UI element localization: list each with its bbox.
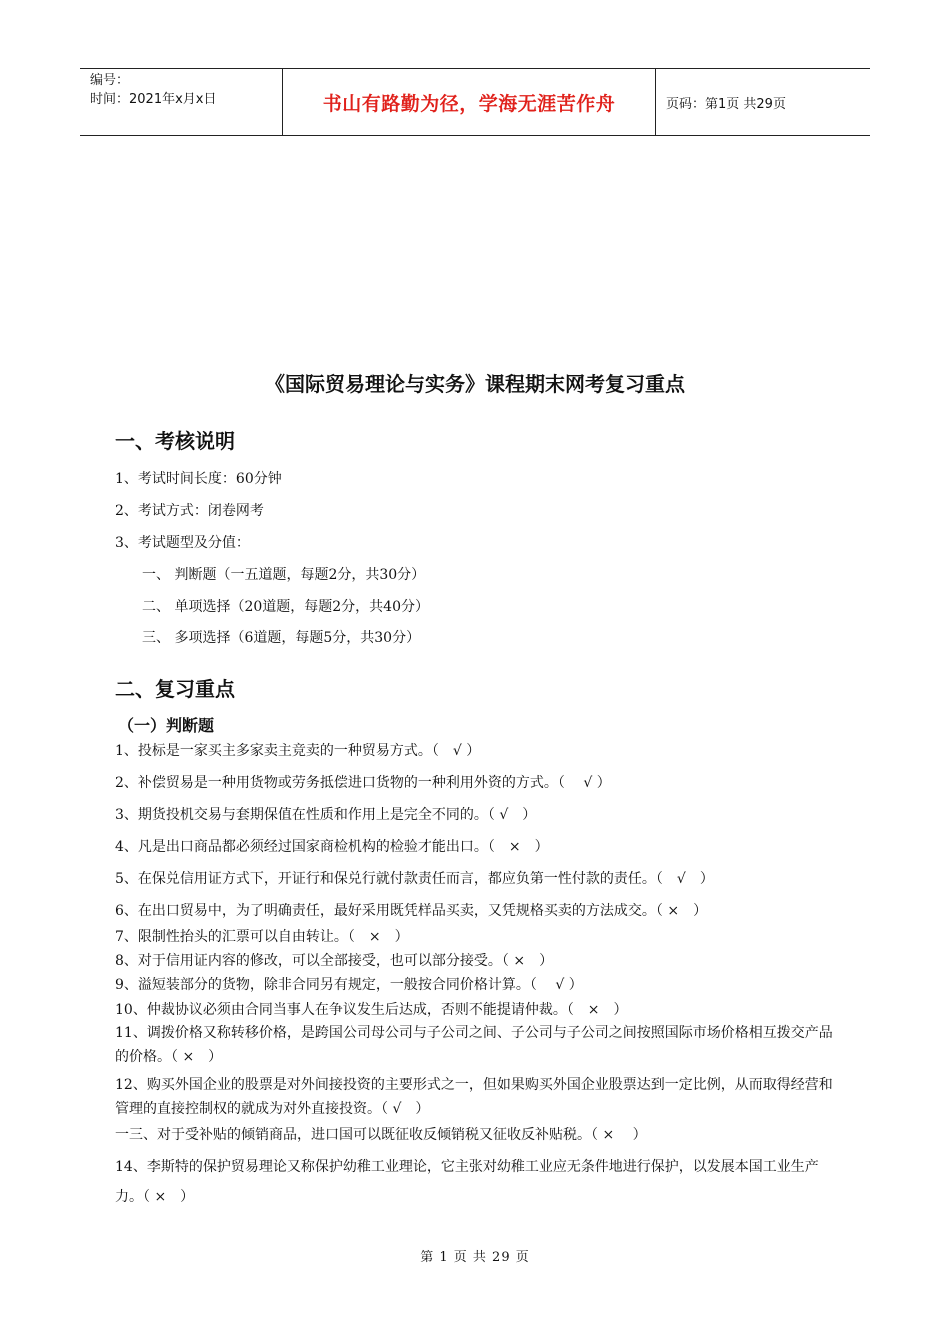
question-item: 7、限制性抬头的汇票可以自由转让。（ × ） [115, 929, 409, 945]
question-item: 一三、对于受补贴的倾销商品，进口国可以既征收反倾销税又征收反补贴税。（ × ） [115, 1127, 647, 1143]
header-table [80, 68, 870, 136]
header-page-info: 页码：第1页 共29页 [666, 96, 786, 112]
section-heading-exam-info: 一、考核说明 [115, 429, 235, 453]
question-item: 5、在保兑信用证方式下，开证行和保兑行就付款责任而言，都应负第一性付款的责任。（ √ ） [115, 871, 714, 887]
document-number-label: 编号： [90, 73, 130, 88]
question-item: 4、凡是出口商品都必须经过国家商检机构的检验才能出口。（ × ） [115, 839, 549, 855]
exam-type-item: 三、 多项选择（6道题，每题5分，共30分） [142, 630, 421, 646]
question-item: 14、李斯特的保护贸易理论又称保护幼稚工业理论，它主张对幼稚工业应无条件地进行保护，以发展本国工业生产力。（ × ） [115, 1159, 819, 1205]
question-item: 2、补偿贸易是一种用货物或劳务抵偿进口货物的一种利用外资的方式。（ √ ） [115, 775, 611, 791]
document-date: 时间：2021年x月x日 [90, 92, 217, 107]
exam-type-item: 一、 判断题（一五道题，每题2分，共30分） [142, 567, 426, 583]
page-footer: 第 1 页 共 29 页 [420, 1250, 530, 1265]
question-item: 1、投标是一家买主多家卖主竞卖的一种贸易方式。（ √ ） [115, 743, 481, 759]
exam-type-item: 二、 单项选择（20道题，每题2分，共40分） [142, 599, 429, 615]
header-left-cell [80, 69, 282, 135]
question-item: 6、在出口贸易中，为了明确责任，最好采用既凭样品买卖，又凭规格买卖的方法成交。（ × ） [115, 903, 708, 919]
question-item: 3、期货投机交易与套期保值在性质和作用上是完全不同的。（ √ ） [115, 807, 537, 823]
document-title: 《国际贸易理论与实务》课程期末网考复习重点 [265, 372, 685, 396]
section-heading-review: 二、复习重点 [115, 677, 235, 701]
question-item: 8、对于信用证内容的修改，可以全部接受，也可以部分接受。（ × ） [115, 953, 554, 969]
exam-info-item: 3、考试题型及分值： [115, 535, 250, 551]
header-motto: 书山有路勤为径，学海无涯苦作舟 [282, 69, 656, 135]
question-item: 12、购买外国企业的股票是对外间接投资的主要形式之一，但如果购买外国企业股票达到一定比例，从而取得经营和管理的直接控制权的就成为对外直接投资。（ √ ） [115, 1077, 833, 1117]
question-item: 9、溢短装部分的货物，除非合同另有规定，一般按合同价格计算。（ √ ） [115, 977, 583, 993]
question-item: 10、仲裁协议必须由合同当事人在争议发生后达成，否则不能提请仲裁。（ × ） [115, 1002, 628, 1018]
question-item: 11、调拨价格又称转移价格，是跨国公司母公司与子公司之间、子公司与子公司之间按照国际市场价格相互拨交产品的价格。（ × ） [115, 1025, 833, 1065]
exam-info-item: 1、考试时间长度：60分钟 [115, 471, 282, 487]
exam-info-item: 2、考试方式：闭卷网考 [115, 503, 264, 519]
subsection-heading-true-false: （一）判断题 [118, 716, 215, 735]
